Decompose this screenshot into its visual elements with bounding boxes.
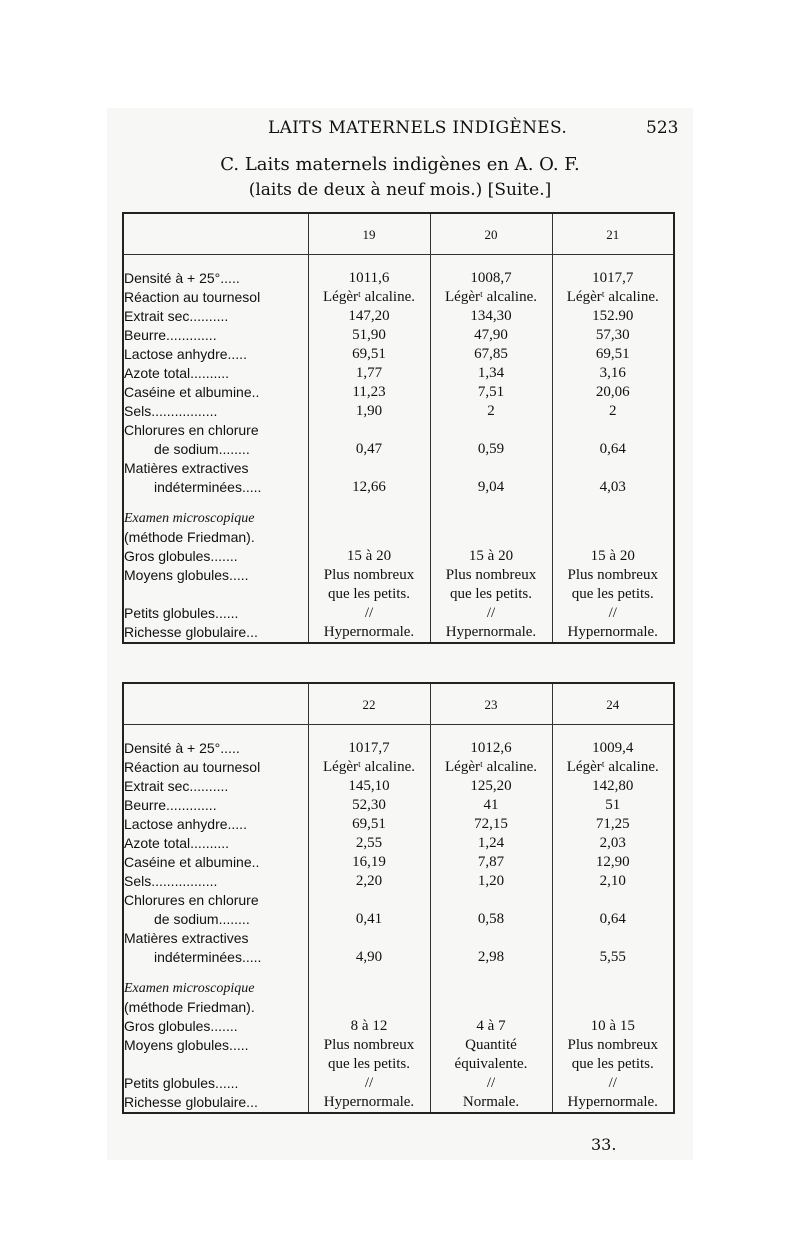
value-cell: 2,55 [308, 834, 430, 853]
value-cell [430, 891, 552, 910]
table-row [123, 345, 674, 364]
row-label: Moyens globules..... [124, 567, 249, 583]
value-cell: 2 [552, 402, 674, 421]
value-cell: Plus nombreux [308, 1036, 430, 1055]
value-cell: 67,85 [430, 345, 552, 364]
value-cell: // [552, 1074, 674, 1093]
data-table-2 [122, 682, 675, 1114]
value-cell: Hypernormale. [552, 623, 674, 643]
value-cell [308, 459, 430, 478]
row-label: Chlorures en chlorure [124, 892, 259, 908]
table-row [123, 440, 674, 459]
value-cell: 0,64 [552, 440, 674, 459]
column-header: 19 [308, 213, 430, 255]
row-label: indéterminées..... [154, 479, 262, 495]
value-cell: 12,90 [552, 853, 674, 872]
table-row [123, 1017, 674, 1036]
folio-signature: 33. [591, 1135, 617, 1154]
row-label: Richesse globulaire... [124, 1094, 258, 1110]
row-label: (méthode Friedman). [124, 999, 255, 1015]
value-cell: 15 à 20 [430, 547, 552, 566]
table-row [123, 834, 674, 853]
row-label: Lactose anhydre..... [124, 346, 247, 362]
value-cell: 1011,6 [308, 269, 430, 288]
value-cell: 1,77 [308, 364, 430, 383]
value-cell: 7,87 [430, 853, 552, 872]
row-label: Densité à + 25°..... [124, 740, 240, 756]
value-cell: que les petits. [430, 585, 552, 604]
table-row [123, 566, 674, 585]
value-cell [430, 979, 552, 998]
value-cell: 9,04 [430, 478, 552, 497]
value-cell: équivalente. [430, 1055, 552, 1074]
value-cell: 134,30 [430, 307, 552, 326]
row-label: Réaction au tournesol [124, 289, 261, 305]
row-label: Sels................. [124, 403, 218, 419]
value-cell: 16,19 [308, 853, 430, 872]
value-cell: 147,20 [308, 307, 430, 326]
value-cell: que les petits. [308, 585, 430, 604]
table-row [123, 547, 674, 566]
table-row [123, 739, 674, 758]
value-cell [430, 459, 552, 478]
value-cell: 72,15 [430, 815, 552, 834]
table-row [123, 1074, 674, 1093]
table-row [123, 478, 674, 497]
value-cell: 2 [430, 402, 552, 421]
value-cell: Plus nombreux [308, 566, 430, 585]
value-cell: 1017,7 [308, 739, 430, 758]
row-label: Caséine et albumine.. [124, 384, 260, 400]
value-cell: Légèrᵗ alcaline. [552, 758, 674, 777]
value-cell: 15 à 20 [552, 547, 674, 566]
table-row [123, 269, 674, 288]
value-cell: 4 à 7 [430, 1017, 552, 1036]
row-label: Caséine et albumine.. [124, 854, 260, 870]
row-label: Lactose anhydre..... [124, 816, 247, 832]
table-row [123, 623, 674, 643]
value-cell: que les petits. [308, 1055, 430, 1074]
value-cell [430, 929, 552, 948]
value-cell: Plus nombreux [552, 566, 674, 585]
table-header-row [123, 683, 674, 725]
row-label: (méthode Friedman). [124, 529, 255, 545]
table-row [123, 1055, 674, 1074]
row-label: Chlorures en chlorure [124, 422, 259, 438]
value-cell: Hypernormale. [308, 1093, 430, 1113]
row-label: Gros globules....... [124, 1018, 238, 1034]
table-row [123, 383, 674, 402]
value-cell: 7,51 [430, 383, 552, 402]
table-row [123, 777, 674, 796]
running-head [0, 118, 800, 142]
table-row [123, 604, 674, 623]
value-cell: 57,30 [552, 326, 674, 345]
value-cell: Légèrᵗ alcaline. [430, 288, 552, 307]
table-caption-line2: (laits de deux à neuf mois.) [Suite.] [248, 180, 552, 200]
row-label: Examen microscopique [124, 511, 255, 526]
row-label: Beurre............. [124, 327, 217, 343]
row-label: de sodium........ [154, 441, 250, 457]
row-label: Réaction au tournesol [124, 759, 261, 775]
table-row [123, 288, 674, 307]
value-cell: 2,20 [308, 872, 430, 891]
table-row [123, 796, 674, 815]
value-cell: 142,80 [552, 777, 674, 796]
row-label: Azote total.......... [124, 835, 230, 851]
table-row [123, 421, 674, 440]
table-caption-line1: C. Laits maternels indigènes en A. O. F. [220, 154, 580, 175]
value-cell: que les petits. [552, 1055, 674, 1074]
value-cell: 15 à 20 [308, 547, 430, 566]
row-label: Petits globules...... [124, 605, 239, 621]
value-cell [430, 998, 552, 1017]
value-cell: 0,64 [552, 910, 674, 929]
value-cell: 1009,4 [552, 739, 674, 758]
value-cell: 1,24 [430, 834, 552, 853]
value-cell: 0,41 [308, 910, 430, 929]
value-cell: // [308, 1074, 430, 1093]
row-label: Matières extractives [124, 930, 249, 946]
value-cell: 2,10 [552, 872, 674, 891]
column-header: 24 [552, 683, 674, 725]
value-cell: 69,51 [308, 345, 430, 364]
value-cell [308, 929, 430, 948]
value-cell: Légèrᵗ alcaline. [552, 288, 674, 307]
value-cell: 69,51 [552, 345, 674, 364]
value-cell: 47,90 [430, 326, 552, 345]
value-cell [552, 421, 674, 440]
table-row [123, 758, 674, 777]
table-row [123, 929, 674, 948]
table-row [123, 509, 674, 528]
value-cell: 52,30 [308, 796, 430, 815]
header-blank-cell [123, 213, 308, 255]
row-label [123, 585, 308, 604]
value-cell: Plus nombreux [430, 566, 552, 585]
value-cell [552, 998, 674, 1017]
table-row [123, 1036, 674, 1055]
row-label: Densité à + 25°..... [124, 270, 240, 286]
value-cell: Hypernormale. [430, 623, 552, 643]
table-row [123, 364, 674, 383]
table-row [123, 815, 674, 834]
value-cell: 0,59 [430, 440, 552, 459]
value-cell [552, 929, 674, 948]
data-table-1 [122, 212, 675, 644]
table-row [123, 528, 674, 547]
table-row [123, 307, 674, 326]
value-cell: 1008,7 [430, 269, 552, 288]
header-blank-cell [123, 683, 308, 725]
value-cell: 12,66 [308, 478, 430, 497]
value-cell [552, 509, 674, 528]
value-cell [552, 459, 674, 478]
value-cell [308, 891, 430, 910]
value-cell [308, 509, 430, 528]
table-row [123, 979, 674, 998]
value-cell: 125,20 [430, 777, 552, 796]
table-row [123, 459, 674, 478]
value-cell: 2,03 [552, 834, 674, 853]
value-cell: 10 à 15 [552, 1017, 674, 1036]
row-label: Examen microscopique [124, 981, 255, 996]
value-cell: 4,90 [308, 948, 430, 967]
value-cell: 152.90 [552, 307, 674, 326]
value-cell [430, 421, 552, 440]
value-cell [430, 509, 552, 528]
value-cell: 69,51 [308, 815, 430, 834]
column-header: 20 [430, 213, 552, 255]
value-cell: 20,06 [552, 383, 674, 402]
row-label [123, 1055, 308, 1074]
table-row [123, 585, 674, 604]
value-cell: 145,10 [308, 777, 430, 796]
value-cell: Quantité [430, 1036, 552, 1055]
row-label: Azote total.......... [124, 365, 230, 381]
table-row [123, 910, 674, 929]
value-cell: // [308, 604, 430, 623]
value-cell: Légèrᵗ alcaline. [308, 758, 430, 777]
value-cell: 1,34 [430, 364, 552, 383]
table-row [123, 402, 674, 421]
value-cell: // [430, 604, 552, 623]
value-cell: 0,47 [308, 440, 430, 459]
value-cell [552, 528, 674, 547]
page-number: 523 [646, 118, 679, 138]
value-cell: // [430, 1074, 552, 1093]
value-cell: 3,16 [552, 364, 674, 383]
value-cell: 41 [430, 796, 552, 815]
value-cell: 1017,7 [552, 269, 674, 288]
table-row [123, 948, 674, 967]
row-label: Matières extractives [124, 460, 249, 476]
value-cell: // [552, 604, 674, 623]
value-cell: 5,55 [552, 948, 674, 967]
table-row [123, 326, 674, 345]
table-row [123, 891, 674, 910]
column-header: 22 [308, 683, 430, 725]
value-cell: Hypernormale. [552, 1093, 674, 1113]
value-cell: 2,98 [430, 948, 552, 967]
value-cell [308, 421, 430, 440]
table-row [123, 1093, 674, 1113]
value-cell: 1012,6 [430, 739, 552, 758]
value-cell: 71,25 [552, 815, 674, 834]
table-row [123, 853, 674, 872]
value-cell: 0,58 [430, 910, 552, 929]
table-row [123, 872, 674, 891]
column-header: 21 [552, 213, 674, 255]
value-cell: 11,23 [308, 383, 430, 402]
value-cell: 8 à 12 [308, 1017, 430, 1036]
row-label: Petits globules...... [124, 1075, 239, 1091]
running-head-title: LAITS MATERNELS INDIGÈNES. [268, 118, 568, 138]
value-cell: Plus nombreux [552, 1036, 674, 1055]
value-cell [552, 979, 674, 998]
value-cell: 4,03 [552, 478, 674, 497]
value-cell: Légèrᵗ alcaline. [430, 758, 552, 777]
row-label: Richesse globulaire... [124, 624, 258, 640]
value-cell: 51,90 [308, 326, 430, 345]
value-cell [308, 528, 430, 547]
row-label: Beurre............. [124, 797, 217, 813]
table-row [123, 998, 674, 1017]
row-label: Extrait sec.......... [124, 778, 229, 794]
value-cell: 1,20 [430, 872, 552, 891]
value-cell: Légèrᵗ alcaline. [308, 288, 430, 307]
column-header: 23 [430, 683, 552, 725]
value-cell: 1,90 [308, 402, 430, 421]
value-cell [552, 891, 674, 910]
row-label: Sels................. [124, 873, 218, 889]
row-label: de sodium........ [154, 911, 250, 927]
table-header-row [123, 213, 674, 255]
value-cell: 51 [552, 796, 674, 815]
value-cell [308, 998, 430, 1017]
row-label: Moyens globules..... [124, 1037, 249, 1053]
value-cell [308, 979, 430, 998]
row-label: Extrait sec.......... [124, 308, 229, 324]
value-cell: que les petits. [552, 585, 674, 604]
value-cell: Normale. [430, 1093, 552, 1113]
row-label: Gros globules....... [124, 548, 238, 564]
value-cell [430, 528, 552, 547]
value-cell: Hypernormale. [308, 623, 430, 643]
row-label: indéterminées..... [154, 949, 262, 965]
